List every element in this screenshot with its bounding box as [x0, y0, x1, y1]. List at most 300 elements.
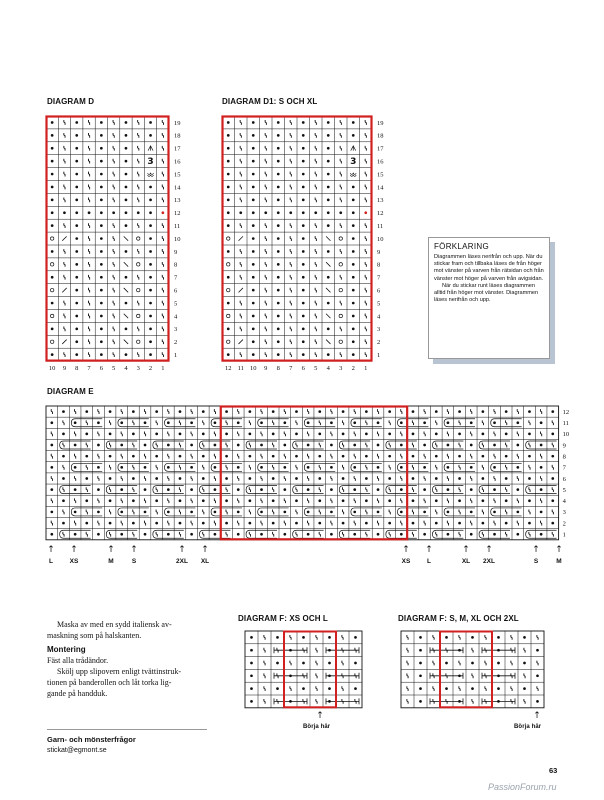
purl-dot: [144, 444, 147, 447]
purl-dot: [75, 302, 78, 305]
purl-dot: [352, 121, 355, 124]
twisted-knit-symbol: [366, 443, 367, 448]
purl-dot: [125, 302, 128, 305]
purl-dot: [302, 121, 305, 124]
twisted-knit-symbol: [138, 159, 139, 164]
divider: [47, 729, 207, 730]
twisted-knit-symbol: [472, 673, 473, 678]
ssk-symbol: [124, 340, 128, 344]
twisted-knit-symbol: [63, 510, 64, 515]
purl-dot: [482, 499, 485, 502]
purl-dot: [365, 410, 368, 413]
purl-dot: [295, 499, 298, 502]
twisted-knit-symbol: [315, 185, 316, 190]
twisted-knit-symbol: [98, 454, 99, 459]
row-number: 12: [174, 210, 181, 218]
twisted-knit-symbol: [265, 146, 266, 151]
purl-dot: [125, 121, 128, 124]
purl-dot: [536, 649, 539, 652]
purl-dot: [295, 522, 298, 525]
purl-dot: [497, 687, 500, 690]
twisted-knit-symbol: [290, 120, 291, 125]
purl-dot: [277, 250, 280, 253]
purl-dot: [435, 433, 438, 436]
row-number: 17: [174, 145, 181, 153]
purl-dot: [388, 522, 391, 525]
size-label: L: [427, 558, 431, 565]
twisted-knit-symbol: [308, 476, 309, 481]
purl-dot: [51, 353, 54, 356]
purl-dot: [493, 488, 496, 491]
twisted-knit-symbol: [389, 532, 390, 537]
twisted-knit-symbol: [340, 120, 341, 125]
purl-dot: [149, 315, 152, 318]
purl-dot: [353, 421, 356, 424]
twisted-knit-symbol: [506, 465, 507, 470]
purl-dot: [277, 134, 280, 137]
purl-dot: [74, 421, 77, 424]
purl-dot: [120, 511, 123, 514]
twisted-knit-symbol: [98, 409, 99, 414]
purl-dot: [252, 199, 255, 202]
twisted-knit-symbol: [436, 420, 437, 425]
purl-dot: [352, 134, 355, 137]
twisted-knit-symbol: [203, 443, 204, 448]
twisted-knit-symbol: [133, 465, 134, 470]
purl-dot: [125, 353, 128, 356]
twisted-knit-symbol: [389, 487, 390, 492]
twisted-knit-symbol: [249, 487, 250, 492]
purl-dot: [250, 674, 253, 677]
twisted-knit-symbol: [191, 521, 192, 526]
twisted-knit-symbol: [471, 521, 472, 526]
purl-dot: [540, 421, 543, 424]
twisted-knit-symbol: [88, 185, 89, 190]
twisted-knit-symbol: [240, 352, 241, 357]
purl-dot: [277, 315, 280, 318]
twisted-knit-symbol: [113, 185, 114, 190]
twisted-knit-symbol: [365, 185, 366, 190]
twisted-knit-symbol: [162, 275, 163, 280]
twisted-knit-symbol: [459, 661, 460, 666]
purl-dot: [250, 687, 253, 690]
twisted-knit-symbol: [315, 262, 316, 267]
purl-dot: [419, 674, 422, 677]
twisted-knit-symbol: [308, 454, 309, 459]
purl-dot: [283, 421, 286, 424]
purl-dot: [252, 121, 255, 124]
twisted-knit-symbol: [64, 159, 65, 164]
twisted-knit-symbol: [308, 409, 309, 414]
twisted-knit-symbol: [64, 133, 65, 138]
purl-dot: [249, 410, 252, 413]
purl-dot: [493, 466, 496, 469]
purl-dot: [264, 211, 267, 214]
start-arrow-icon: ↑: [533, 711, 541, 721]
contact-email[interactable]: stickat@egmont.se: [47, 747, 107, 754]
purl-dot: [62, 522, 65, 525]
purl-dot: [327, 186, 330, 189]
yarn-over-symbol: [339, 237, 342, 240]
twisted-knit-symbol: [412, 510, 413, 515]
twisted-knit-symbol: [319, 487, 320, 492]
twisted-knit-symbol: [401, 476, 402, 481]
twisted-knit-symbol: [296, 510, 297, 515]
purl-dot: [328, 636, 331, 639]
twisted-knit-symbol: [109, 487, 110, 492]
twisted-knit-symbol: [401, 454, 402, 459]
purl-dot: [277, 147, 280, 150]
size-arrow-icon: ↑: [462, 545, 470, 555]
twisted-knit-symbol: [226, 443, 227, 448]
purl-dot: [327, 173, 330, 176]
purl-dot: [75, 147, 78, 150]
purl-dot: [252, 315, 255, 318]
twisted-knit-symbol: [265, 301, 266, 306]
purl-dot: [202, 477, 205, 480]
purl-dot: [125, 276, 128, 279]
purl-dot: [277, 186, 280, 189]
purl-dot: [471, 662, 474, 665]
purl-dot: [227, 328, 230, 331]
purl-dot: [214, 466, 217, 469]
purl-dot: [302, 211, 305, 214]
twisted-knit-symbol: [494, 409, 495, 414]
twisted-knit-symbol: [494, 521, 495, 526]
twisted-knit-symbol: [365, 249, 366, 254]
row-number: 12: [377, 210, 384, 218]
twisted-knit-symbol: [290, 172, 291, 177]
cast-off-line-1: Maska av med en sydd italiensk av-: [57, 620, 172, 629]
purl-dot: [307, 421, 310, 424]
column-number: 7: [289, 365, 293, 370]
purl-dot: [100, 147, 103, 150]
twisted-knit-symbol: [265, 326, 266, 331]
purl-dot: [365, 499, 368, 502]
diagram-d: [44, 114, 199, 370]
yarn-over-symbol: [137, 263, 140, 266]
row-number: 3: [174, 326, 178, 334]
purl-dot: [252, 237, 255, 240]
twisted-knit-symbol: [407, 673, 408, 678]
twisted-knit-symbol: [284, 431, 285, 436]
twisted-knit-symbol: [265, 223, 266, 228]
twisted-knit-symbol: [365, 197, 366, 202]
twisted-knit-symbol: [64, 120, 65, 125]
purl-dot: [50, 511, 53, 514]
twisted-knit-symbol: [552, 487, 553, 492]
twisted-knit-symbol: [88, 197, 89, 202]
purl-dot: [120, 533, 123, 536]
purl-dot: [327, 211, 330, 214]
purl-dot: [400, 444, 403, 447]
row-number: 3: [377, 326, 381, 334]
twisted-knit-symbol: [365, 314, 366, 319]
twisted-knit-symbol: [179, 532, 180, 537]
purl-dot: [493, 533, 496, 536]
twisted-knit-symbol: [238, 521, 239, 526]
twisted-knit-symbol: [214, 521, 215, 526]
purl-dot: [109, 410, 112, 413]
column-number: 2: [351, 365, 355, 370]
twisted-knit-symbol: [64, 301, 65, 306]
twisted-knit-symbol: [459, 420, 460, 425]
column-number: 6: [99, 365, 103, 370]
legend-paragraph-2: När du stickar runt läses diagrammen alltid från höger mot vänster. Diagrammen läses nerifrån och upp.: [434, 282, 539, 304]
purl-dot: [400, 466, 403, 469]
purl-dot: [493, 511, 496, 514]
column-number: 2: [148, 365, 153, 370]
twisted-knit-symbol: [447, 431, 448, 436]
purl-dot: [458, 522, 461, 525]
purl-dot: [252, 353, 255, 356]
twisted-knit-symbol: [447, 454, 448, 459]
twisted-knit-symbol: [64, 146, 65, 151]
twisted-knit-symbol: [109, 532, 110, 537]
twisted-knit-symbol: [447, 498, 448, 503]
column-number: 3: [339, 365, 343, 370]
purl-dot: [272, 433, 275, 436]
purl-dot: [149, 353, 152, 356]
twisted-knit-symbol: [284, 476, 285, 481]
purl-dot: [388, 499, 391, 502]
twisted-knit-symbol: [365, 288, 366, 293]
purl-dot: [540, 488, 543, 491]
twisted-knit-symbol: [494, 454, 495, 459]
twisted-knit-symbol: [506, 510, 507, 515]
twisted-knit-symbol: [494, 431, 495, 436]
purl-dot: [445, 687, 448, 690]
purl-dot: [528, 522, 531, 525]
purl-dot: [125, 224, 128, 227]
size-label: XL: [461, 558, 471, 565]
row-number: 14: [174, 184, 181, 192]
twisted-knit-symbol: [264, 648, 265, 653]
purl-dot: [252, 340, 255, 343]
twisted-knit-symbol: [238, 454, 239, 459]
purl-dot: [85, 455, 88, 458]
purl-dot: [202, 410, 205, 413]
twisted-knit-symbol: [284, 454, 285, 459]
purl-dot: [109, 455, 112, 458]
twisted-knit-symbol: [162, 133, 163, 138]
purl-dot: [252, 134, 255, 137]
purl-dot: [100, 211, 103, 214]
twisted-knit-symbol: [296, 532, 297, 537]
purl-dot: [50, 466, 53, 469]
purl-dot: [327, 353, 330, 356]
purl-dot: [327, 302, 330, 305]
purl-dot: [75, 353, 78, 356]
purl-dot: [435, 455, 438, 458]
assembly-title: Montering: [47, 645, 86, 654]
twisted-knit-symbol: [113, 352, 114, 357]
purl-dot: [100, 263, 103, 266]
purl-dot: [155, 455, 158, 458]
twisted-knit-symbol: [179, 465, 180, 470]
diagram-d1: [220, 114, 392, 370]
cable-symbol: [274, 698, 307, 704]
purl-dot: [388, 410, 391, 413]
row-number: 17: [377, 145, 384, 153]
twisted-knit-symbol: [316, 648, 317, 653]
purl-dot: [447, 488, 450, 491]
purl-dot: [249, 455, 252, 458]
start-arrow-icon: ↑: [316, 711, 324, 721]
twisted-knit-symbol: [162, 146, 163, 151]
twisted-knit-symbol: [203, 420, 204, 425]
row-number: 11: [562, 420, 569, 428]
size-label: M: [556, 558, 562, 565]
purl-dot: [540, 466, 543, 469]
purl-dot: [354, 636, 357, 639]
purl-dot: [551, 522, 554, 525]
purl-dot: [339, 211, 342, 214]
purl-dot: [528, 477, 531, 480]
twisted-knit-symbol: [529, 465, 530, 470]
yarn-over-symbol: [137, 314, 140, 317]
purl-dot: [400, 488, 403, 491]
twisted-knit-symbol: [365, 262, 366, 267]
twisted-knit-symbol: [64, 172, 65, 177]
twisted-knit-symbol: [471, 431, 472, 436]
twisted-knit-symbol: [156, 487, 157, 492]
twisted-knit-symbol: [265, 236, 266, 241]
purl-dot: [497, 662, 500, 665]
purl-dot: [225, 499, 228, 502]
purl-dot: [318, 499, 321, 502]
purl-dot: [302, 186, 305, 189]
purl-dot: [551, 455, 554, 458]
purl-dot: [260, 511, 263, 514]
purl-dot: [302, 147, 305, 150]
k2tog-symbol: [62, 236, 66, 240]
legend-box: [428, 237, 550, 359]
purl-dot: [75, 121, 78, 124]
size-label: L: [49, 558, 53, 565]
contact-title: Garn- och mönsterfrågor: [47, 735, 136, 744]
twisted-knit-symbol: [240, 172, 241, 177]
purl-dot: [214, 533, 217, 536]
twisted-knit-symbol: [121, 431, 122, 436]
column-number: 1: [161, 365, 165, 370]
yarn-over-symbol: [137, 288, 140, 291]
twisted-knit-symbol: [168, 409, 169, 414]
size-label: S: [533, 558, 539, 565]
twisted-knit-symbol: [265, 120, 266, 125]
purl-dot: [412, 499, 415, 502]
twisted-knit-symbol: [264, 699, 265, 704]
purl-dot: [365, 455, 368, 458]
twisted-knit-symbol: [240, 197, 241, 202]
purl-dot: [75, 224, 78, 227]
purl-dot: [352, 186, 355, 189]
purl-dot: [447, 533, 450, 536]
twisted-knit-symbol: [511, 686, 512, 691]
purl-dot: [85, 499, 88, 502]
purl-dot: [109, 477, 112, 480]
purl-dot: [482, 522, 485, 525]
yarn-over-symbol: [339, 340, 342, 343]
twisted-knit-symbol: [401, 431, 402, 436]
purl-dot: [75, 134, 78, 137]
twisted-knit-symbol: [290, 635, 291, 640]
twisted-knit-symbol: [319, 465, 320, 470]
twisted-knit-symbol: [407, 661, 408, 666]
purl-dot: [302, 237, 305, 240]
purl-dot: [132, 410, 135, 413]
purl-dot: [528, 499, 531, 502]
purl-dot: [237, 421, 240, 424]
twisted-knit-symbol: [389, 420, 390, 425]
purl-dot: [505, 433, 508, 436]
twisted-knit-symbol: [407, 648, 408, 653]
size-arrow-icon: ↑: [485, 545, 493, 555]
purl-dot: [75, 340, 78, 343]
purl-dot: [227, 224, 230, 227]
assembly-line-3: tionen på banderollen och låt torka lig-: [47, 678, 172, 687]
purl-dot: [277, 276, 280, 279]
twisted-knit-symbol: [75, 498, 76, 503]
twisted-knit-symbol: [552, 443, 553, 448]
twisted-knit-symbol: [162, 249, 163, 254]
purl-dot: [74, 466, 77, 469]
row-number: 6: [174, 287, 178, 295]
purl-dot: [295, 433, 298, 436]
purl-dot: [277, 160, 280, 163]
twisted-knit-symbol: [537, 661, 538, 666]
twisted-knit-symbol: [138, 326, 139, 331]
twisted-knit-symbol: [319, 443, 320, 448]
purl-dot: [100, 173, 103, 176]
twisted-knit-symbol: [88, 326, 89, 331]
ssk-symbol: [326, 236, 330, 240]
purl-dot: [327, 224, 330, 227]
twisted-knit-symbol: [88, 159, 89, 164]
purl-dot: [97, 466, 100, 469]
twisted-knit-symbol: [529, 443, 530, 448]
twisted-knit-symbol: [64, 223, 65, 228]
twisted-knit-symbol: [517, 476, 518, 481]
twisted-knit-symbol: [290, 159, 291, 164]
twisted-knit-symbol: [64, 262, 65, 267]
twisted-knit-symbol: [238, 498, 239, 503]
twisted-knit-symbol: [389, 510, 390, 515]
purl-dot: [144, 533, 147, 536]
twisted-knit-symbol: [331, 409, 332, 414]
twisted-knit-symbol: [377, 454, 378, 459]
twisted-knit-symbol: [138, 146, 139, 151]
purl-dot: [307, 466, 310, 469]
purl-dot: [109, 499, 112, 502]
twisted-knit-symbol: [261, 454, 262, 459]
purl-dot: [551, 499, 554, 502]
cable-symbol: [326, 673, 359, 679]
diagram-d-heading: DIAGRAM D: [47, 97, 95, 106]
twisted-knit-symbol: [412, 487, 413, 492]
purl-dot: [62, 499, 65, 502]
size-arrow-icon: ↑: [555, 545, 563, 555]
purl-dot: [155, 433, 158, 436]
purl-dot: [252, 147, 255, 150]
twisted-knit-symbol: [88, 352, 89, 357]
column-number: 5: [314, 365, 318, 370]
twisted-knit-symbol: [365, 301, 366, 306]
twisted-knit-symbol: [138, 133, 139, 138]
row-number: 8: [562, 453, 566, 461]
purl-dot: [125, 328, 128, 331]
purl-dot: [377, 488, 380, 491]
